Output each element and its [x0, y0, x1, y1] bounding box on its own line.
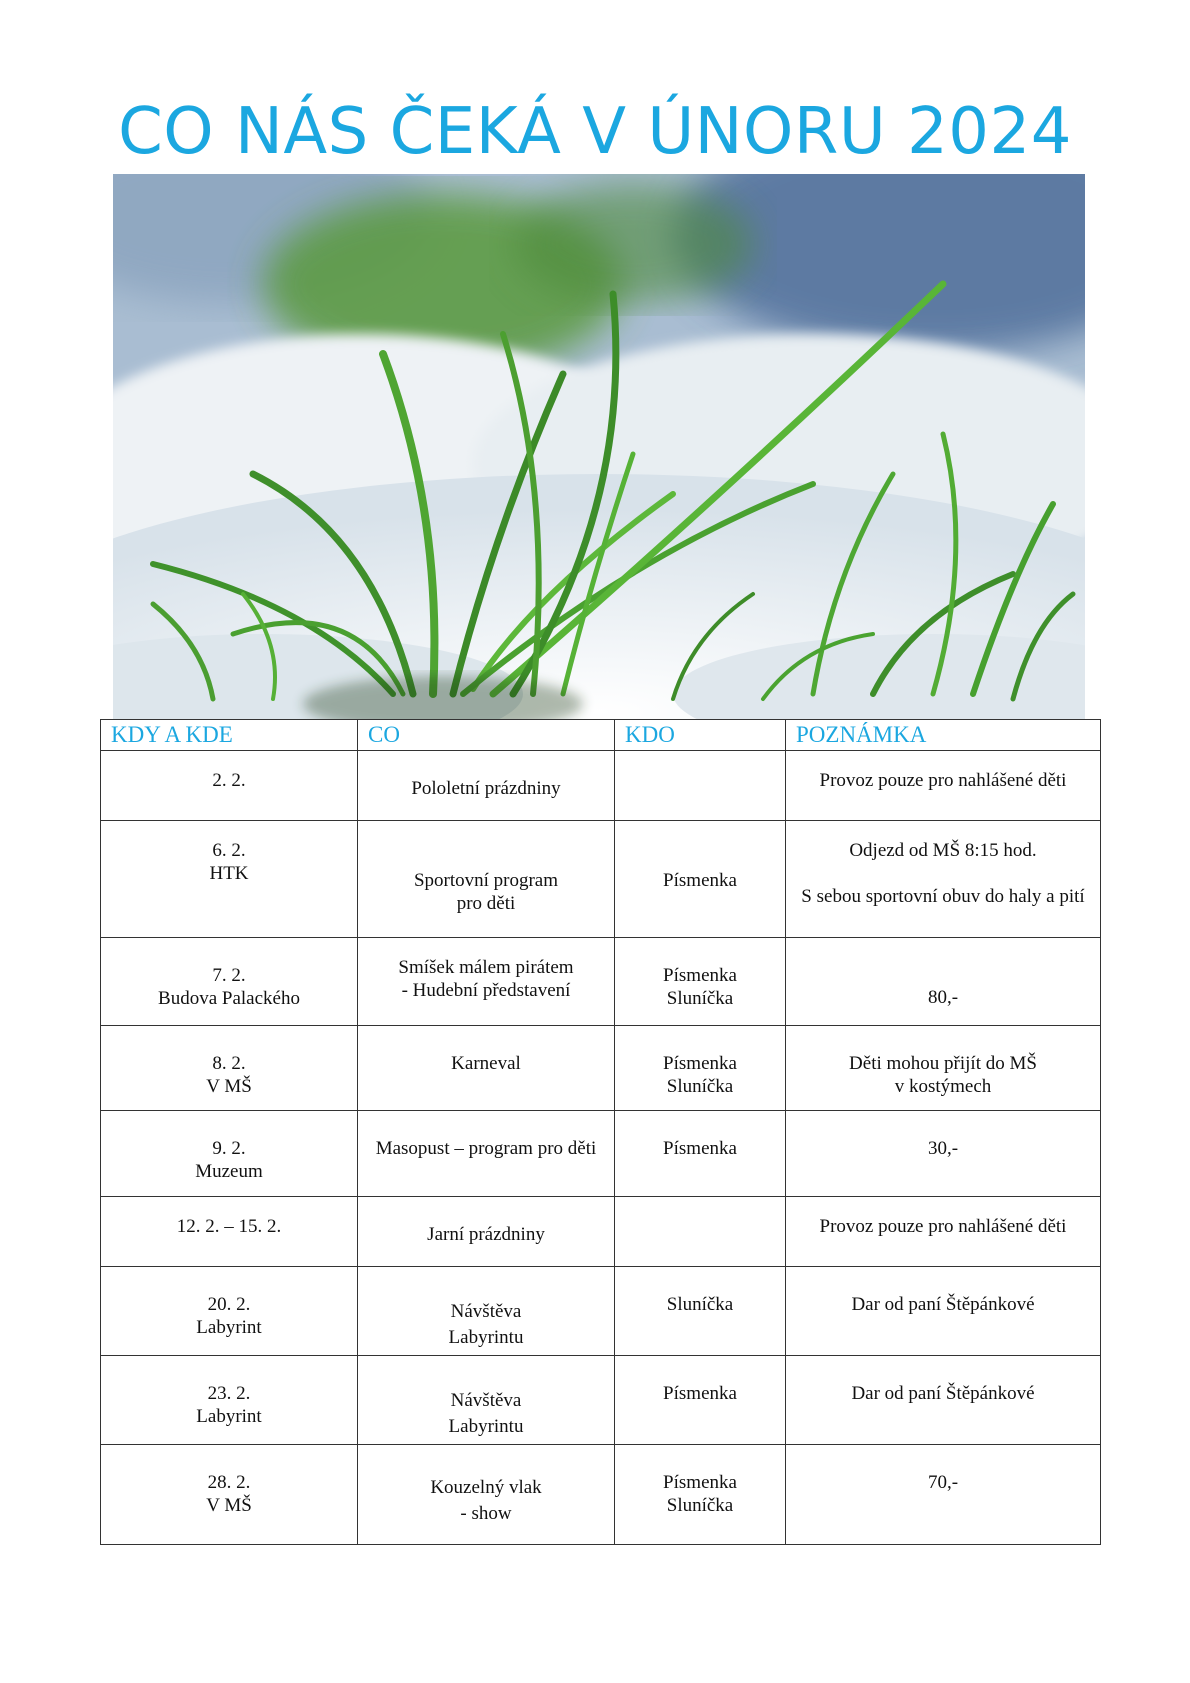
cell-note: Dar od paní Štěpánkové — [786, 1267, 1101, 1356]
cell-when: 7. 2. Budova Palackého — [101, 938, 358, 1026]
cell-note: 70,- — [786, 1445, 1101, 1545]
page-title: CO NÁS ČEKÁ V ÚNORU 2024 — [118, 95, 1072, 169]
table-row — [101, 938, 1101, 1026]
table-row — [101, 1267, 1101, 1356]
header-what: CO — [358, 720, 615, 751]
cell-note: 30,- — [786, 1111, 1101, 1197]
cell-note: Odjezd od MŠ 8:15 hod. S sebou sportovní obuv do haly a pití — [786, 821, 1101, 938]
cell-what: Návštěva Labyrintu — [358, 1267, 615, 1356]
cell-what: Návštěva Labyrintu — [358, 1356, 615, 1445]
cell-who: Písmenka Sluníčka — [615, 1026, 786, 1111]
cell-when: 28. 2. V MŠ — [101, 1445, 358, 1545]
cell-who — [615, 751, 786, 821]
table-header-row — [101, 720, 1101, 751]
cell-when: 12. 2. – 15. 2. — [101, 1197, 358, 1267]
cell-who: Písmenka Sluníčka — [615, 938, 786, 1026]
table-row — [101, 751, 1101, 821]
cell-who: Písmenka — [615, 1356, 786, 1445]
cell-note: Provoz pouze pro nahlášené děti — [786, 1197, 1101, 1267]
cell-what: Sportovní program pro děti — [358, 821, 615, 938]
snow-grass-photo — [113, 174, 1085, 719]
table-row — [101, 821, 1101, 938]
cell-who: Písmenka Sluníčka — [615, 1445, 786, 1545]
cell-what: Kouzelný vlak - show — [358, 1445, 615, 1545]
cell-who: Sluníčka — [615, 1267, 786, 1356]
cell-what: Masopust – program pro děti — [358, 1111, 615, 1197]
table-row — [101, 1445, 1101, 1545]
cell-who: Písmenka — [615, 1111, 786, 1197]
cell-when: 6. 2. HTK — [101, 821, 358, 938]
header-when: KDY A KDE — [101, 720, 358, 751]
cell-what: Jarní prázdniny — [358, 1197, 615, 1267]
table-row — [101, 1356, 1101, 1445]
cell-note: Provoz pouze pro nahlášené děti — [786, 751, 1101, 821]
cell-when: 2. 2. — [101, 751, 358, 821]
cell-note: 80,- — [786, 938, 1101, 1026]
cell-note: Dar od paní Štěpánkové — [786, 1356, 1101, 1445]
table-row — [101, 1111, 1101, 1197]
cell-what: Pololetní prázdniny — [358, 751, 615, 821]
header-note: POZNÁMKA — [786, 720, 1101, 751]
cell-when: 8. 2. V MŠ — [101, 1026, 358, 1111]
cell-what: Karneval — [358, 1026, 615, 1111]
cell-note: Děti mohou přijít do MŠ v kostýmech — [786, 1026, 1101, 1111]
cell-when: 9. 2. Muzeum — [101, 1111, 358, 1197]
table-row — [101, 1026, 1101, 1111]
header-who: KDO — [615, 720, 786, 751]
cell-what: Smíšek málem pirátem - Hudební představení — [358, 938, 615, 1026]
table-row — [101, 1197, 1101, 1267]
schedule-table — [100, 719, 1101, 1545]
cell-who: Písmenka — [615, 821, 786, 938]
cell-when: 20. 2. Labyrint — [101, 1267, 358, 1356]
cell-when: 23. 2. Labyrint — [101, 1356, 358, 1445]
cell-who — [615, 1197, 786, 1267]
